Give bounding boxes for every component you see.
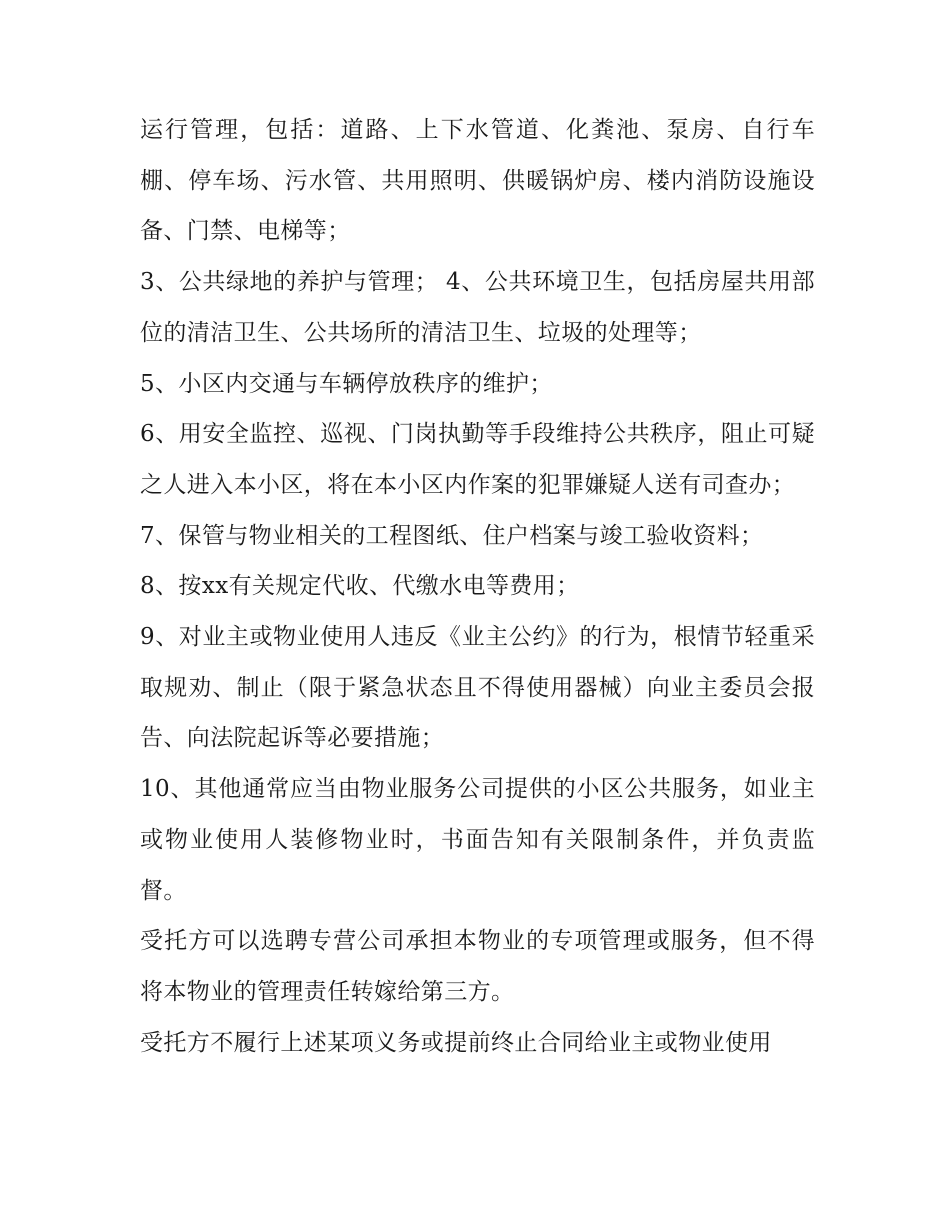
paragraph-subcontracting: 受托方可以选聘专营公司承担本物业的专项管理或服务，但不得将本物业的管理责任转嫁给第三方。	[140, 928, 815, 1005]
paragraph-item-10: 10、其他通常应当由物业服务公司提供的小区公共服务，如业主或物业使用人装修物业时，书面告知有关限制条件，并负责监督。	[140, 776, 815, 904]
paragraph-item-6: 6、用安全监控、巡视、门岗执勤等手段维持公共秩序，阻止可疑之人进入本小区，将在本小区内作案的犯罪嫌疑人送有司查办；	[140, 421, 815, 498]
paragraph-item-9: 9、对业主或物业使用人违反《业主公约》的行为，根情节轻重采取规劝、制止（限于紧急状态且不得使用器械）向业主委员会报告、向法院起诉等必要措施；	[140, 624, 815, 752]
paragraph-item-3-4: 3、公共绿地的养护与管理； 4、公共环境卫生，包括房屋共用部位的清洁卫生、公共场所的清洁卫生、垃圾的处理等；	[140, 269, 815, 346]
paragraph-item-7: 7、保管与物业相关的工程图纸、住户档案与竣工验收资料；	[140, 522, 764, 549]
paragraph-item-8: 8、按xx有关规定代收、代缴水电等费用；	[140, 573, 580, 600]
paragraph-item-5: 5、小区内交通与车辆停放秩序的维护；	[140, 370, 553, 397]
paragraph-breach: 受托方不履行上述某项义务或提前终止合同给业主或物业使用	[140, 1029, 772, 1056]
document-body	[140, 105, 815, 1068]
paragraph-operation-management: 运行管理，包括：道路、上下水管道、化粪池、泵房、自行车棚、停车场、污水管、共用照明、供暖锅炉房、楼内消防设施设备、门禁、电梯等；	[140, 117, 815, 245]
